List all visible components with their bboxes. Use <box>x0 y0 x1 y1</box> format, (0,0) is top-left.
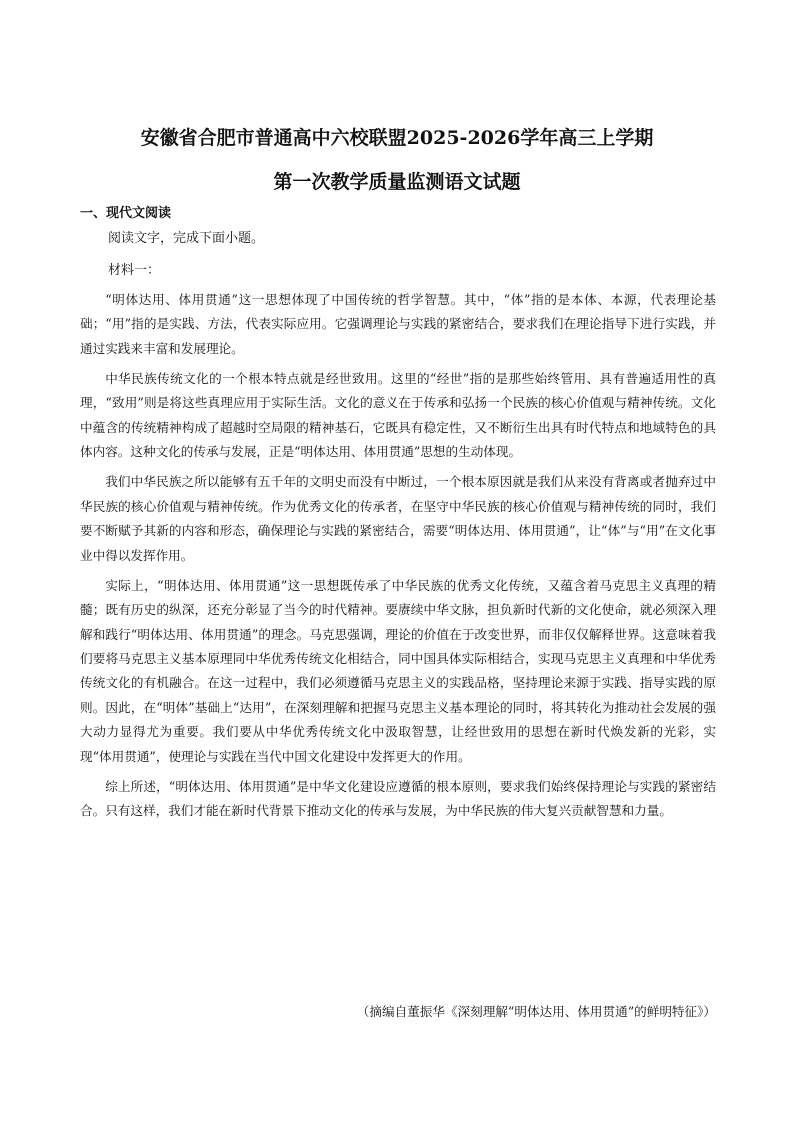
paragraph: 中华民族传统文化的一个根本特点就是经世致用。这里的“经世”指的是那些始终管用、具有普遍适用性的真理，“致用”则是将这些真理应用于实际生活。文化的意义在于传承和弘扬一个民族的核心价值观与精神传统。文化中蕴含的传统精神构成了超越时空局限的精神基石，它既具有稳定性，又不断衍生出具有时代特点和地域特色的具体内容。这种文化的传承与发展，正是“明体达用、体用贯通”思想的生动体现。 <box>80 371 716 460</box>
paragraph: 我们中华民族之所以能够有五千年的文明史而没有中断过，一个根本原因就是我们从来没有背离或者抛弃过中华民族的核心价值观与精神传统。作为优秀文化的传承者，在坚守中华民族的核心价值观与精神传统的同时，我们要不断赋予其新的内容和形态，确保理论与实践的紧密结合，需要“明体达用、体用贯通”，让“体”与“用”在文化事业中得以发挥作用。 <box>80 474 716 563</box>
paragraph: 实际上，“明体达用、体用贯通”这一思想既传承了中华民族的优秀文化传统，又蕴含着马克思主义真理的精髓；既有历史的纵深，还充分彰显了当今的时代精神。要赓续中华文脉，担负新时代新的文化使命，就必须深入理解和践行“明体达用、体用贯通”的理念。马克思强调，理论的价值在于改变世界，而非仅仅解释世界。这意味着我们要将马克思主义基本原理同中华优秀传统文化相结合，同中国具体实际相结合，实现马克思主义真理和中华优秀传统文化的有机融合。在这一过程中，我们必须遵循马克思主义的实践品格，坚持理论来源于实践、指导实践的原则。因此，在“明体”基础上“达用”，在深刻理解和把握马克思主义基本理论的同时，将其转化为推动社会发展的强大动力显得尤为重要。我们要从中华优秀传统文化中汲取智慧，让经世致用的思想在新时代焕发新的光彩，实现“体用贯通”，使理论与实践在当代中国文化建设中发挥更大的作用。 <box>80 577 716 764</box>
reading-instruction: 阅读文字，完成下面小题。 <box>108 231 265 246</box>
material-label: 材料一： <box>108 263 161 278</box>
material-body <box>80 288 716 830</box>
exam-title-line1: 安徽省合肥市普通高中六校联盟2025-2026学年高三上学期 <box>140 127 654 149</box>
source-citation: （摘编自董振华《深刻理解“明体达用、体用贯通”的鲜明特征》） <box>356 1004 716 1019</box>
paragraph: “明体达用、体用贯通”这一思想体现了中国传统的哲学智慧。其中，“体”指的是本体、本源，代表理论基础；“用”指的是实践、方法，代表实际应用。它强调理论与实践的紧密结合，要求我们在理论指导下进行实践，并通过实践来丰富和发展理论。 <box>80 292 716 356</box>
section-heading: 一、现代文阅读 <box>80 206 172 221</box>
paragraph: 综上所述，“明体达用、体用贯通”是中华文化建设应遵循的根本原则，要求我们始终保持理论与实践的紧密结合。只有这样，我们才能在新时代背景下推动文化的传承与发展，为中华民族的伟大复兴贡献智慧和力量。 <box>80 778 716 819</box>
exam-title-line2: 第一次教学质量监测语文试题 <box>273 171 521 193</box>
